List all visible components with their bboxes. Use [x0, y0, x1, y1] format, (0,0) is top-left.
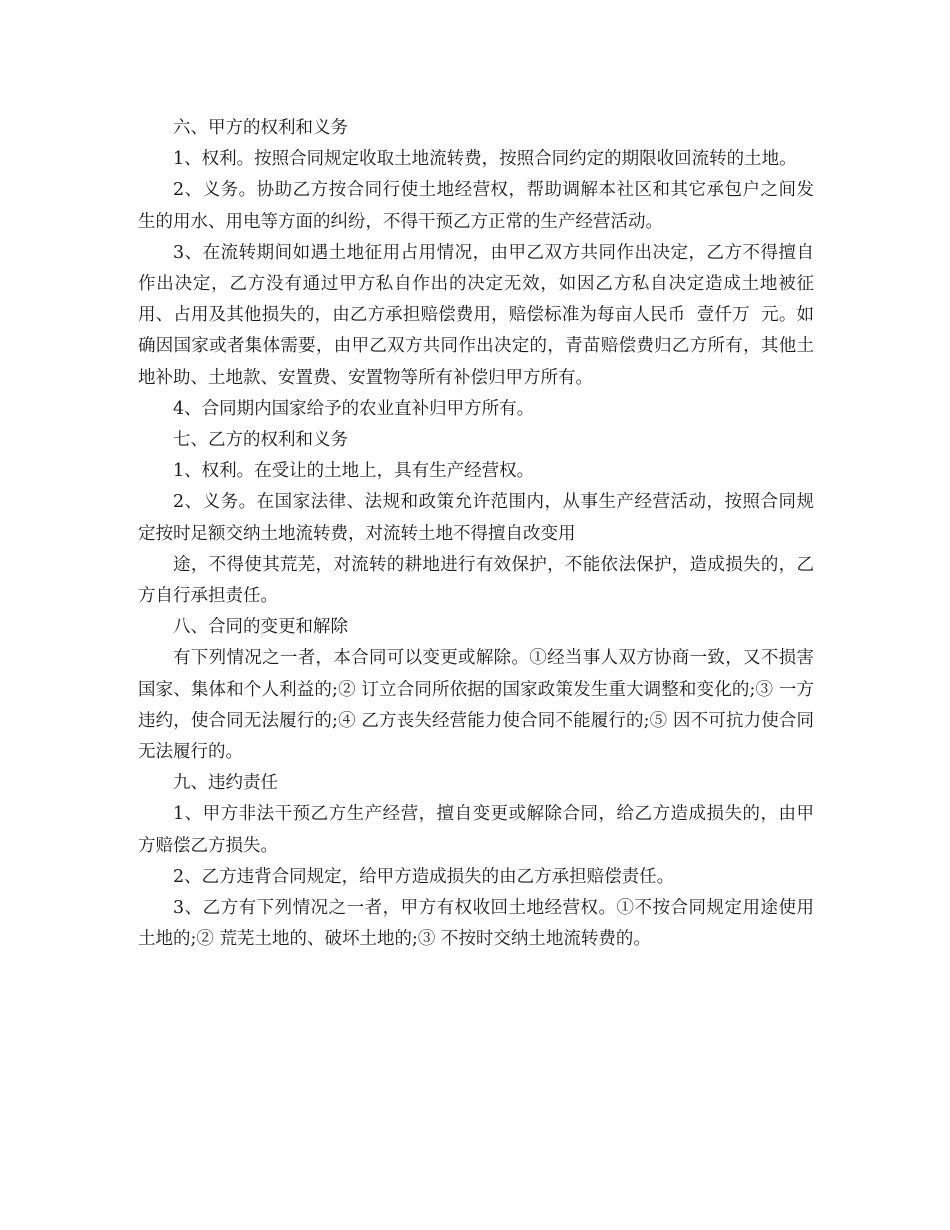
- paragraph: 3、在流转期间如遇土地征用占用情况，由甲乙双方共同作出决定，乙方不得擅自作出决定，乙方没有通过甲方私自作出的决定无效，如因乙方私自决定造成土地被征用、占用及其他损失的，由乙方承担赔偿费用，赔偿标准为每亩人民币 壹仟万 元。如确因国家或者集体需要，由甲乙双方共同作出决定的，青苗赔偿费归乙方所有，其他土地补助、土地款、安置费、安置物等所有补偿归甲方所有。: [138, 242, 814, 388]
- paragraph: 2、乙方违背合同规定，给甲方造成损失的由乙方承担赔偿责任。: [173, 866, 675, 887]
- paragraph: 1、甲方非法干预乙方生产经营，擅自变更或解除合同，给乙方造成损失的，由甲方赔偿乙方损失。: [138, 804, 814, 856]
- paragraph: 2、义务。在国家法律、法规和政策允许范围内，从事生产经营活动，按照合同规定按时足额交纳土地流转费，对流转土地不得擅自改变用: [138, 492, 814, 544]
- paragraph: 4、合同期内国家给予的农业直补归甲方所有。: [173, 398, 535, 419]
- paragraph: 有下列情况之一者，本合同可以变更或解除。①经当事人双方协商一致，又不损害国家、集体和个人利益的;② 订立合同所依据的国家政策发生重大调整和变化的;③ 一方违约，使合同无法履行的;④ 乙方丧失经营能力使合同不能履行的;⑤ 因不可抗力使合同无法履行的。: [138, 648, 814, 763]
- paragraph: 3、乙方有下列情况之一者，甲方有权收回土地经营权。①不按合同规定用途使用土地的;② 荒芜土地的、破坏土地的;③ 不按时交纳土地流转费的。: [138, 898, 814, 950]
- section-heading-9: 九、违约责任: [173, 773, 278, 794]
- document-body: [138, 113, 814, 955]
- section-heading-6: 六、甲方的权利和义务: [173, 118, 348, 138]
- paragraph: 途，不得使其荒芜，对流转的耕地进行有效保护，不能依法保护，造成损失的，乙方自行承担责任。: [138, 554, 814, 607]
- paragraph: 1、权利。在受让的土地上，具有生产经营权。: [173, 461, 535, 482]
- paragraph: 1、权利。按照合同规定收取土地流转费，按照合同约定的期限收回流转的土地。: [173, 149, 797, 170]
- paragraph: 2、义务。协助乙方按合同行使土地经营权，帮助调解本社区和其它承包户之间发生的用水、用电等方面的纠纷，不得干预乙方正常的生产经营活动。: [138, 180, 814, 232]
- section-heading-7: 七、乙方的权利和义务: [173, 430, 348, 451]
- section-heading-8: 八、合同的变更和解除: [173, 617, 348, 638]
